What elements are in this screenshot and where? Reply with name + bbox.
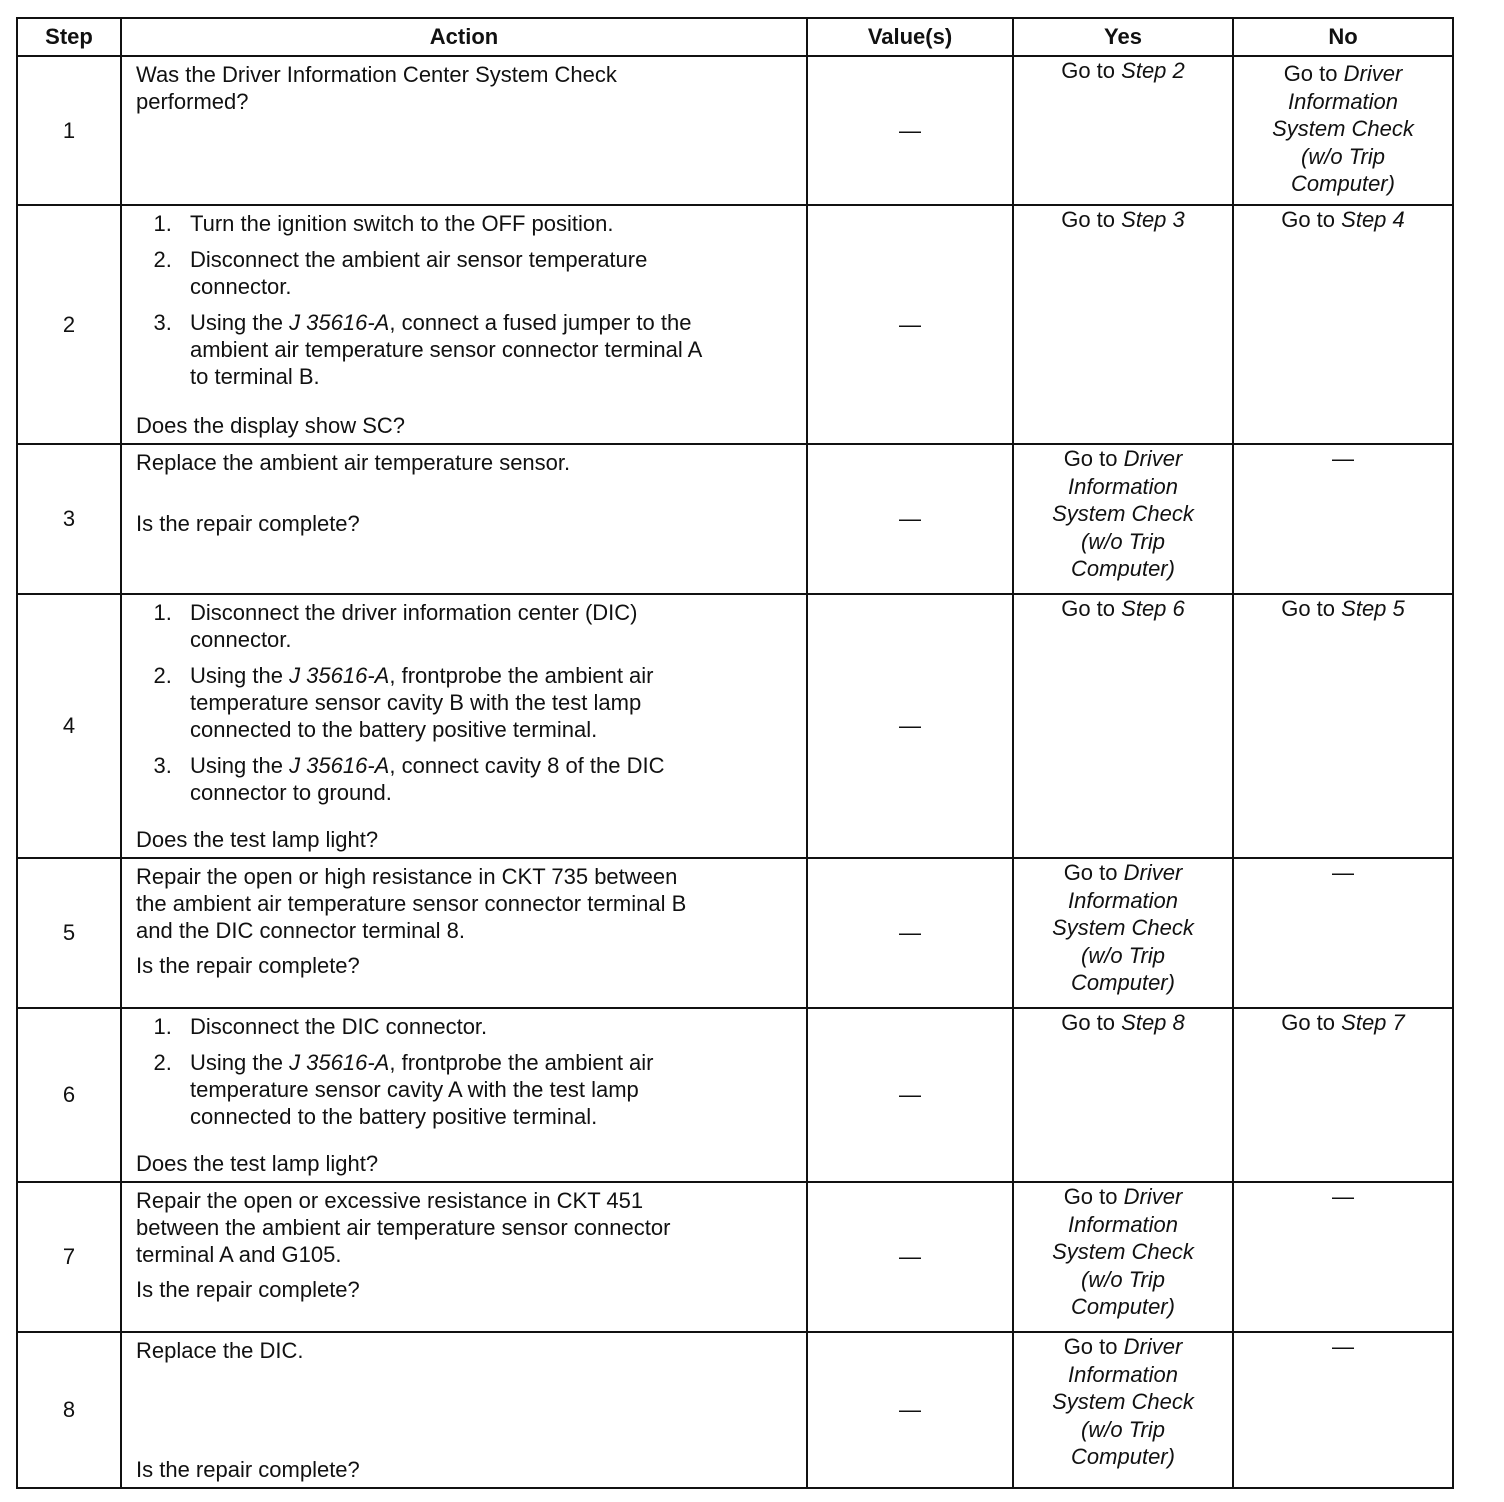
go-target-text: (w/o Trip xyxy=(1301,143,1385,169)
go-line xyxy=(1234,1009,1452,1037)
go-line xyxy=(1014,206,1232,234)
action-body xyxy=(136,210,792,439)
action-question: Is the repair complete? xyxy=(136,511,360,536)
go-wrap xyxy=(1234,859,1452,887)
yes-cell xyxy=(1013,858,1233,1008)
go-line xyxy=(1234,60,1452,88)
go-target-text: Computer) xyxy=(1071,1444,1175,1469)
no-cell xyxy=(1233,858,1453,1008)
go-to-text: Go to xyxy=(1281,596,1336,621)
no-cell xyxy=(1233,205,1453,444)
tool-reference: J 35616-A xyxy=(289,310,390,335)
go-to-text: Go to xyxy=(1063,446,1118,471)
go-target-text: System Check xyxy=(1052,1389,1194,1414)
no-cell xyxy=(1233,594,1453,858)
action-text: and the DIC connector terminal 8. xyxy=(136,918,465,943)
go-to-text: Go to xyxy=(1283,61,1338,86)
go-wrap xyxy=(1014,1009,1232,1040)
action-body xyxy=(136,449,792,589)
value-cell xyxy=(807,1332,1013,1488)
go-target-text: Driver xyxy=(1123,860,1183,885)
go-wrap xyxy=(1014,859,1232,997)
dash-mark: — xyxy=(899,1397,921,1422)
go-to-text: Go to xyxy=(1061,596,1116,621)
dash-mark: — xyxy=(899,1244,921,1269)
tool-reference: J 35616-A xyxy=(289,753,390,778)
go-target-text: Driver xyxy=(1123,1334,1183,1359)
step-number: 6 xyxy=(17,1008,121,1182)
no-cell xyxy=(1233,1332,1453,1488)
go-wrap xyxy=(1014,57,1232,88)
action-main xyxy=(136,863,792,944)
action-text: connected to the battery positive terminal. xyxy=(190,717,598,742)
value-cell xyxy=(807,56,1013,205)
go-line xyxy=(1014,57,1232,85)
action-main xyxy=(136,1013,792,1139)
action-step-item xyxy=(178,1049,792,1130)
go-to-text: Go to xyxy=(1061,1010,1116,1035)
no-cell xyxy=(1233,1008,1453,1182)
no-cell xyxy=(1233,56,1453,205)
action-text: Replace the ambient air temperature sensor. xyxy=(136,450,571,475)
go-wrap xyxy=(1234,206,1452,237)
action-text: 2. Disconnect the ambient air sensor temperature xyxy=(190,247,648,272)
go-target-text: Driver xyxy=(1123,446,1183,471)
action-steps-list xyxy=(136,1013,792,1130)
value-cell xyxy=(807,205,1013,444)
action-text: , frontprobe the ambient air xyxy=(389,1050,654,1075)
go-to-text: Go to xyxy=(1063,1184,1118,1209)
dash-mark: — xyxy=(1332,860,1354,885)
action-text: 1. Disconnect the DIC connector. xyxy=(190,1014,488,1039)
action-text: terminal A and G105. xyxy=(136,1242,342,1267)
go-wrap xyxy=(1234,1009,1452,1040)
action-steps-list xyxy=(136,210,792,390)
yes-cell xyxy=(1013,1182,1233,1332)
action-body xyxy=(136,61,792,200)
value-cell xyxy=(807,1182,1013,1332)
go-target-text: Step 6 xyxy=(1121,596,1185,621)
action-text: Repair the open or high resistance in CKT 735 between xyxy=(136,864,678,889)
action-main xyxy=(136,1337,792,1364)
action-step-item xyxy=(178,210,792,237)
tool-reference: J 35616-A xyxy=(289,1050,390,1075)
diagnostic-table xyxy=(16,17,1454,1489)
header-yes: Yes xyxy=(1013,18,1233,56)
action-text: to terminal B. xyxy=(190,364,320,389)
header-row xyxy=(17,18,1453,56)
go-wrap xyxy=(1014,445,1232,583)
header-no: No xyxy=(1233,18,1453,56)
go-wrap xyxy=(1234,1183,1452,1211)
table-row xyxy=(17,205,1453,444)
action-text: 1. Disconnect the driver information center (DIC) xyxy=(190,600,638,625)
step-number: 3 xyxy=(17,444,121,594)
go-target-text: System Check xyxy=(1052,1239,1194,1264)
table-body xyxy=(17,56,1453,1488)
go-wrap xyxy=(1234,595,1452,626)
go-target-text: Computer) xyxy=(1071,556,1175,581)
action-text: , connect a fused jumper to the xyxy=(389,310,692,335)
dash-mark: — xyxy=(899,117,921,143)
action-text: Using the xyxy=(190,753,290,778)
go-target-text: Step 2 xyxy=(1121,58,1185,83)
yes-cell xyxy=(1013,1332,1233,1488)
action-text: 1. Turn the ignition switch to the OFF position. xyxy=(190,211,614,236)
action-body xyxy=(136,1337,792,1483)
go-target-text: System Check xyxy=(1052,915,1194,940)
go-wrap xyxy=(1014,595,1232,626)
go-line xyxy=(1014,1183,1232,1211)
go-target-text: (w/o Trip xyxy=(1081,942,1165,968)
action-question: Does the display show SC? xyxy=(136,413,406,438)
header-values: Value(s) xyxy=(807,18,1013,56)
yes-cell xyxy=(1013,205,1233,444)
action-text: temperature sensor cavity B with the test lamp xyxy=(190,690,642,715)
dash-mark: — xyxy=(899,506,921,531)
yes-cell xyxy=(1013,594,1233,858)
yes-cell xyxy=(1013,1008,1233,1182)
go-target-text: Step 7 xyxy=(1341,1010,1405,1035)
value-cell xyxy=(807,858,1013,1008)
action-text: connected to the battery positive terminal. xyxy=(190,1104,598,1129)
go-target-text: Information xyxy=(1067,887,1179,913)
action-step-item xyxy=(178,309,792,390)
header-step: Step xyxy=(17,18,121,56)
action-question: Does the test lamp light? xyxy=(136,827,379,852)
action-text: the ambient air temperature sensor connector terminal B xyxy=(136,891,687,916)
table-row xyxy=(17,858,1453,1008)
go-wrap xyxy=(1234,57,1452,198)
action-cell xyxy=(121,205,807,444)
go-target-text: System Check xyxy=(1272,116,1414,141)
action-main xyxy=(136,61,792,115)
go-wrap xyxy=(1234,1333,1452,1361)
action-cell xyxy=(121,1182,807,1332)
action-text: temperature sensor cavity A with the test lamp xyxy=(190,1077,639,1102)
go-to-text: Go to xyxy=(1281,1010,1336,1035)
go-line xyxy=(1014,1009,1232,1037)
go-target-text: Step 3 xyxy=(1121,207,1185,232)
action-text: Using the xyxy=(190,663,290,688)
go-line xyxy=(1014,445,1232,473)
tool-reference: J 35616-A xyxy=(289,663,390,688)
header-action: Action xyxy=(121,18,807,56)
action-cell xyxy=(121,1008,807,1182)
action-text: connector. xyxy=(190,274,292,299)
action-cell xyxy=(121,56,807,205)
action-text: connector. xyxy=(190,627,292,652)
go-to-text: Go to xyxy=(1063,1334,1118,1359)
action-main xyxy=(136,1187,792,1268)
dash-mark: — xyxy=(899,713,921,738)
action-main xyxy=(136,449,792,476)
dash-mark: — xyxy=(1332,1184,1354,1209)
go-target-text: (w/o Trip xyxy=(1081,1416,1165,1442)
step-number: 2 xyxy=(17,205,121,444)
go-line xyxy=(1234,595,1452,623)
step-number: 1 xyxy=(17,56,121,205)
action-body xyxy=(136,1187,792,1327)
go-to-text: Go to xyxy=(1063,860,1118,885)
go-target-text: Information xyxy=(1067,1211,1179,1237)
go-target-text: Computer) xyxy=(1071,970,1175,995)
go-target-text: Information xyxy=(1067,473,1179,499)
no-cell xyxy=(1233,1182,1453,1332)
go-wrap xyxy=(1014,1333,1232,1471)
action-text: Was the Driver Information Center System Check xyxy=(136,62,617,87)
dash-mark: — xyxy=(899,1082,921,1107)
table-row xyxy=(17,594,1453,858)
yes-cell xyxy=(1013,444,1233,594)
action-cell xyxy=(121,444,807,594)
action-cell xyxy=(121,1332,807,1488)
action-cell xyxy=(121,594,807,858)
table-row xyxy=(17,56,1453,205)
action-step-item xyxy=(178,752,792,806)
action-question: Is the repair complete? xyxy=(136,953,360,978)
go-line xyxy=(1234,206,1452,234)
yes-cell xyxy=(1013,56,1233,205)
go-target-text: Step 4 xyxy=(1341,207,1405,232)
go-wrap xyxy=(1234,445,1452,473)
go-target-text: Driver xyxy=(1123,1184,1183,1209)
action-cell xyxy=(121,858,807,1008)
action-text: Using the xyxy=(190,310,290,335)
action-question: Is the repair complete? xyxy=(136,1457,360,1482)
dash-mark: — xyxy=(1332,446,1354,471)
action-text: performed? xyxy=(136,89,249,114)
dash-mark: — xyxy=(899,311,921,337)
table-row xyxy=(17,1008,1453,1182)
action-body xyxy=(136,863,792,1003)
go-line xyxy=(1014,859,1232,887)
action-main xyxy=(136,210,792,399)
action-text: ambient air temperature sensor connector terminal A xyxy=(190,337,703,362)
go-wrap xyxy=(1014,1183,1232,1321)
action-body xyxy=(136,1013,792,1177)
action-text: Repair the open or excessive resistance in CKT 451 xyxy=(136,1188,644,1213)
action-text: connector to ground. xyxy=(190,780,392,805)
go-target-text: (w/o Trip xyxy=(1081,1266,1165,1292)
table-row xyxy=(17,1332,1453,1488)
action-text: , connect cavity 8 of the DIC xyxy=(389,753,665,778)
action-question: Is the repair complete? xyxy=(136,1277,360,1302)
go-target-text: Information xyxy=(1287,88,1399,114)
go-wrap xyxy=(1014,206,1232,237)
action-step-item xyxy=(178,599,792,653)
go-line xyxy=(1014,595,1232,623)
value-cell xyxy=(807,444,1013,594)
go-to-text: Go to xyxy=(1281,207,1336,232)
table-row xyxy=(17,444,1453,594)
action-text: between the ambient air temperature sensor connector xyxy=(136,1215,671,1240)
action-step-item xyxy=(178,1013,792,1040)
no-cell xyxy=(1233,444,1453,594)
go-target-text: Computer) xyxy=(1071,1294,1175,1319)
value-cell xyxy=(807,594,1013,858)
go-to-text: Go to xyxy=(1061,207,1116,232)
dash-mark: — xyxy=(899,920,921,945)
value-cell xyxy=(807,1008,1013,1182)
action-body xyxy=(136,599,792,853)
go-target-text: Information xyxy=(1067,1361,1179,1387)
action-text: Replace the DIC. xyxy=(136,1338,304,1363)
action-text: Using the xyxy=(190,1050,290,1075)
dash-mark: — xyxy=(1332,1334,1354,1359)
go-target-text: System Check xyxy=(1052,501,1194,526)
table-row xyxy=(17,1182,1453,1332)
action-step-item xyxy=(178,246,792,300)
go-line xyxy=(1014,1333,1232,1361)
go-target-text: Driver xyxy=(1343,61,1403,86)
action-step-item xyxy=(178,662,792,743)
action-main xyxy=(136,599,792,815)
step-number: 4 xyxy=(17,594,121,858)
go-target-text: Step 5 xyxy=(1341,596,1405,621)
step-number: 5 xyxy=(17,858,121,1008)
step-number: 7 xyxy=(17,1182,121,1332)
go-target-text: Step 8 xyxy=(1121,1010,1185,1035)
step-number: 8 xyxy=(17,1332,121,1488)
action-text: , frontprobe the ambient air xyxy=(389,663,654,688)
action-question: Does the test lamp light? xyxy=(136,1151,379,1176)
action-steps-list xyxy=(136,599,792,806)
go-target-text: Computer) xyxy=(1291,171,1395,196)
go-target-text: (w/o Trip xyxy=(1081,528,1165,554)
go-to-text: Go to xyxy=(1061,58,1116,83)
